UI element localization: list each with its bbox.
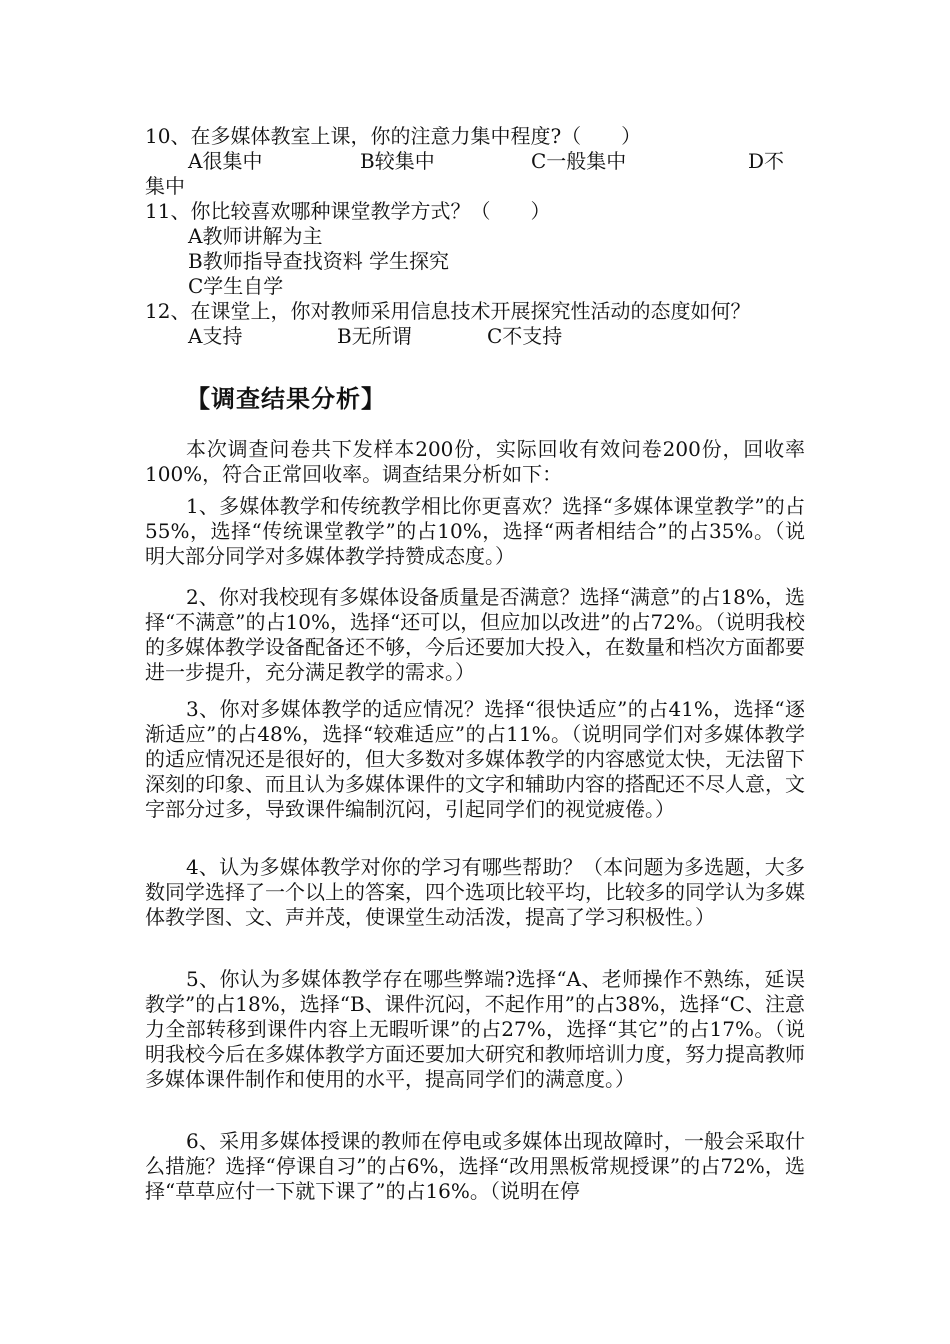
q12-option-a: A支持 [188, 324, 243, 348]
analysis-item-5: 5、你认为多媒体教学存在哪些弊端?选择“A、老师操作不熟练，延误教学”的占18%，选择“B、课件沉闷，不起作用”的占38%，选择“C、注意力全部转移到课件内容上无暇听课”的占27%，选择“其它”的占17%。（说明我校今后在多媒体教学方面还要加大研究和教师培训力度，努力提高教师多媒体课件制作和使用的水平，提高同学们的满意度。） [145, 967, 805, 1091]
analysis-item-3: 3、你对多媒体教学的适应情况？选择“很快适应”的占41%，选择“逐渐适应”的占48%，选择“较难适应”的占11%。（说明同学们对多媒体教学的适应情况还是很好的，但大多数对多媒体教学的内容感觉太快，无法留下深刻的印象、而且认为多媒体课件的文字和辅助内容的搭配还不尽人意，文字部分过多，导致课件编制沉闷，引起同学们的视觉疲倦。） [145, 697, 805, 821]
q12-option-c: C不支持 [487, 324, 563, 348]
analysis-heading: 【调查结果分析】 [186, 385, 386, 413]
q10-option-b: B较集中 [360, 149, 435, 173]
analysis-item-1: 1、多媒体教学和传统教学相比你更喜欢？选择“多媒体课堂教学”的占55%，选择“传统课堂教学”的占10%，选择“两者相结合”的占35%。（说明大部分同学对多媒体教学持赞成态度。） [145, 494, 805, 568]
analysis-intro: 本次调查问卷共下发样本200份，实际回收有效问卷200份，回收率100%，符合正常回收率。调查结果分析如下： [145, 437, 805, 486]
question-11: 11、你比较喜欢哪种课堂教学方式？（ ） [145, 199, 551, 223]
q10-option-a: A很集中 [188, 149, 263, 173]
question-10: 10、在多媒体教室上课，你的注意力集中程度?（ ） [145, 124, 642, 148]
q10-option-c: C一般集中 [531, 149, 627, 173]
analysis-item-2: 2、你对我校现有多媒体设备质量是否满意？选择“满意”的占18%，选择“不满意”的占10%，选择“还可以，但应加以改进”的占72%。（说明我校的多媒体教学设备配备还不够，今后还要加大投入，在数量和档次方面都要进一步提升，充分满足教学的需求。） [145, 585, 805, 684]
q12-option-b: B无所谓 [337, 324, 412, 348]
q11-option-b: B教师指导查找资料 学生探究 [188, 249, 450, 273]
analysis-item-6: 6、采用多媒体授课的教师在停电或多媒体出现故障时，一般会采取什么措施？选择“停课自习”的占6%，选择“改用黑板常规授课”的占72%，选择“草草应付一下就下课了”的占16%。（说明在停 [145, 1129, 805, 1203]
analysis-item-4: 4、认为多媒体教学对你的学习有哪些帮助？（本问题为多选题，大多数同学选择了一个以上的答案，四个选项比较平均，比较多的同学认为多媒体教学图、文、声并茂，使课堂生动活泼，提高了学习积极性。） [145, 855, 805, 929]
q10-option-d-wrap: 集中 [145, 174, 185, 198]
question-12: 12、在课堂上，你对教师采用信息技术开展探究性活动的态度如何？ [145, 299, 751, 323]
q11-option-c: C学生自学 [188, 274, 284, 298]
q11-option-a: A教师讲解为主 [188, 224, 323, 248]
q10-option-d: D不 [748, 149, 785, 173]
